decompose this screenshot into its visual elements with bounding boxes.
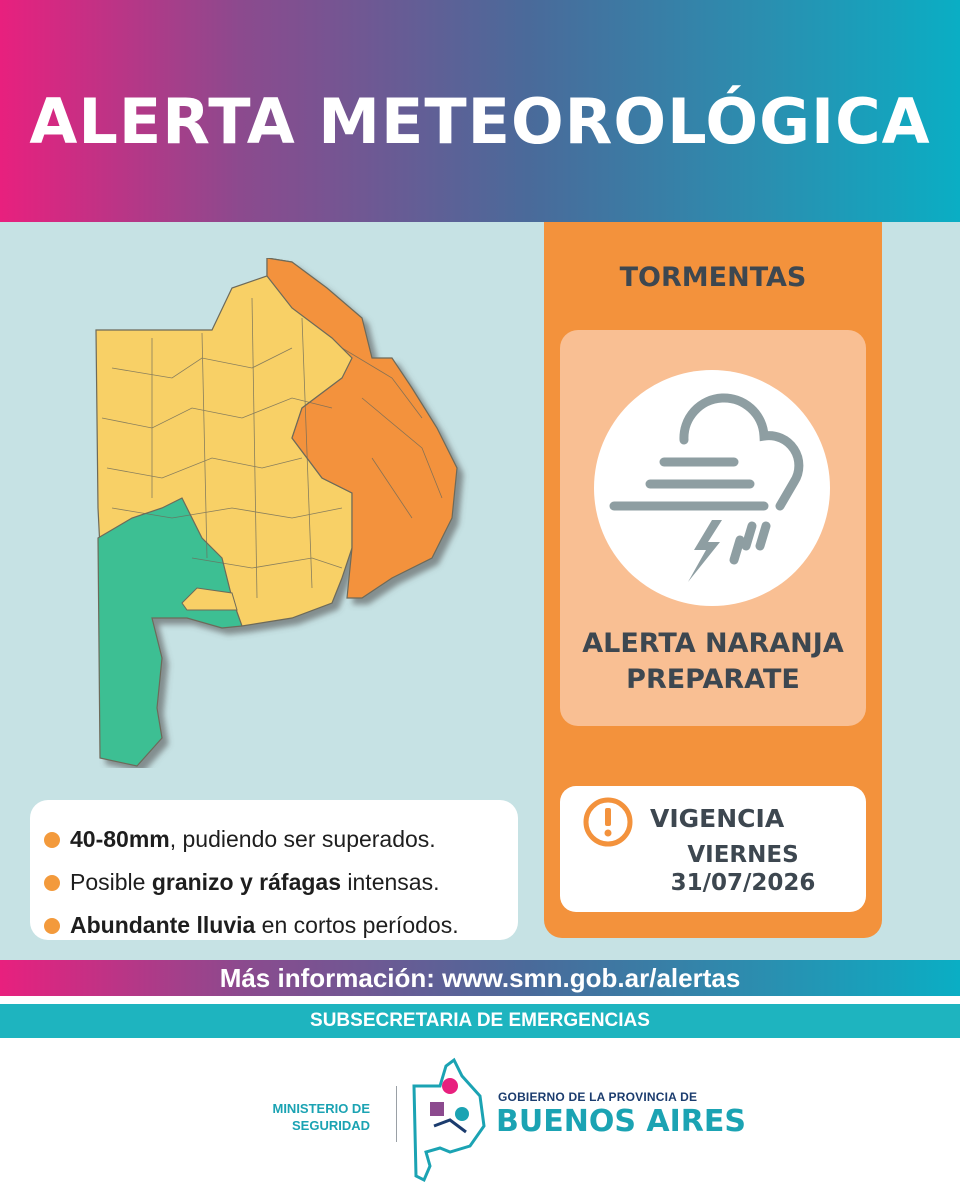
warning-icon: [582, 796, 634, 848]
validity-day: VIERNES: [687, 842, 799, 868]
footer: [0, 1038, 960, 1200]
alert-level-card: [560, 330, 866, 726]
ministry-label: [230, 1100, 370, 1134]
storm-cloud-icon: [594, 370, 830, 606]
heavy-rain-text: en cortos períodos.: [255, 912, 459, 938]
icon-circle: [594, 370, 830, 606]
alert-details-box: [30, 800, 518, 940]
bullet-dot-icon: [44, 918, 60, 934]
bullet-dot-icon: [44, 832, 60, 848]
ministry-line1: MINISTERIO DE: [272, 1101, 370, 1116]
hail-prefix: Posible: [70, 869, 152, 895]
heavy-rain-bold: Abundante lluvia: [70, 912, 256, 938]
detail-rainfall: [44, 818, 518, 861]
gov-label-small: GOBIERNO DE LA PROVINCIA DE: [498, 1090, 698, 1104]
validity-date: 31/07/2026: [670, 870, 816, 896]
bullet-dot-icon: [44, 875, 60, 891]
header-banner: [0, 0, 960, 222]
rainfall-amount: 40-80mm: [70, 826, 170, 852]
province-logo-icon: [410, 1056, 490, 1184]
detail-heavy-rain: [44, 904, 518, 947]
footer-divider: [396, 1086, 397, 1142]
alert-level-line1: ALERTA NARANJA: [582, 628, 844, 659]
alert-level-text: [560, 626, 866, 698]
more-info-link[interactable]: Más información: www.smn.gob.ar/alertas: [0, 960, 960, 996]
gov-label-big: BUENOS AIRES: [496, 1104, 746, 1139]
rainfall-text: , pudiendo ser superados.: [169, 826, 436, 852]
alert-type: TORMENTAS: [619, 262, 807, 293]
hail-text: intensas.: [341, 869, 440, 895]
province-map: [92, 258, 472, 768]
validity-card: [560, 786, 866, 912]
detail-hail: [44, 861, 518, 904]
alert-panel: [544, 222, 882, 938]
ministry-line2: SEGURIDAD: [291, 1118, 370, 1133]
page-title: ALERTA METEOROLÓGICA: [29, 84, 931, 158]
hail-bold: granizo y ráfagas: [151, 869, 342, 895]
validity-title: VIGENCIA: [650, 804, 785, 833]
subsecretaria-banner: SUBSECRETARIA DE EMERGENCIAS: [0, 1004, 960, 1038]
alert-level-line2: PREPARATE: [626, 664, 800, 695]
